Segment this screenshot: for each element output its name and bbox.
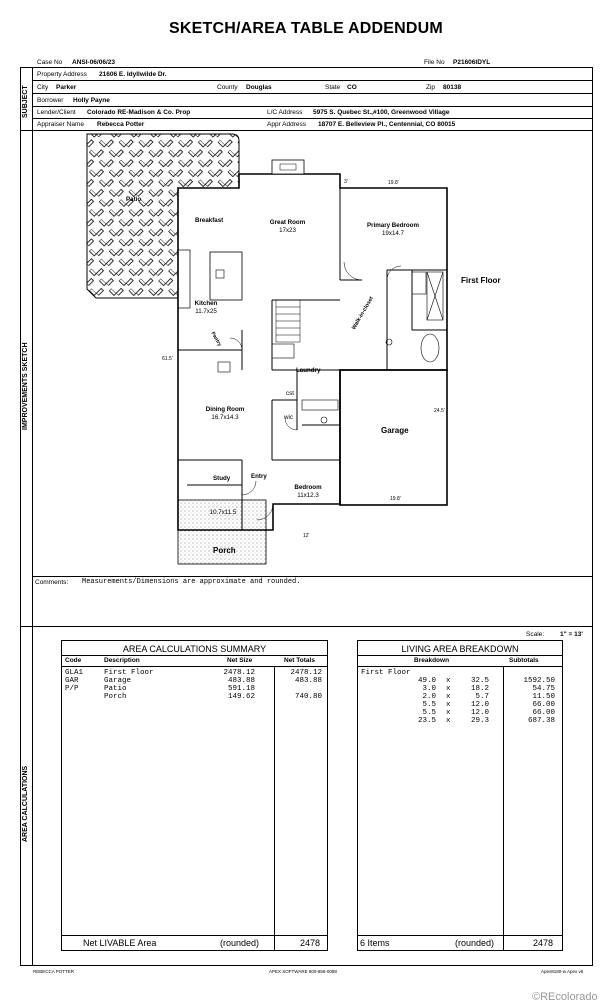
breakdown-title-line — [357, 655, 563, 656]
summary-net-size: 149.62 — [227, 693, 255, 701]
zip-value: 80138 — [443, 84, 462, 91]
watermark: ©REcolorado — [532, 991, 598, 1003]
subject-row-line-3 — [32, 106, 593, 107]
appr-address-value: 18707 E. Belleview Pl., Centennial, CO 80015 — [318, 121, 456, 128]
comments-bottom-line — [20, 626, 593, 627]
dim-3: 3' — [344, 179, 348, 185]
breakdown-rows — [361, 677, 561, 725]
great-room-label: Great Room — [269, 219, 306, 226]
appr-address-label: Appr Address — [267, 121, 307, 128]
room-garage: Garage — [381, 426, 409, 435]
breakdown-sub: 1592.50 — [523, 677, 555, 685]
door-swings — [230, 262, 401, 520]
room-great-room — [265, 219, 310, 235]
table-row — [361, 693, 561, 701]
footer-left: REBECCA POTTER — [33, 969, 75, 974]
scale-label: Scale: — [526, 631, 545, 638]
breakdown-b: 32.5 — [470, 677, 489, 685]
room-pantry: Pantry — [209, 330, 223, 348]
breakdown-b: 29.3 — [470, 717, 489, 725]
table-row — [65, 693, 325, 701]
summary-footer-label: Net LIVABLE Area — [83, 938, 157, 948]
summary-footer-line — [61, 935, 328, 936]
dim-24-5: 24.5' — [434, 408, 445, 414]
summary-title-line — [61, 655, 328, 656]
zip-label: Zip — [426, 84, 436, 91]
breakdown-a: 2.0 — [422, 693, 436, 701]
breakdown-footer-items: 6 Items — [360, 938, 390, 948]
breakdown-x: x — [446, 677, 451, 685]
state-label: State — [325, 84, 341, 91]
summary-net-total: 740.80 — [294, 693, 322, 701]
breakdown-sub: 66.00 — [532, 709, 555, 717]
comments-label: Comments: — [35, 579, 69, 586]
breakdown-sub: 54.75 — [532, 685, 555, 693]
breakdown-footer-line — [357, 935, 563, 936]
summary-col-net-size: Net Size — [227, 657, 253, 664]
summary-footer-value: 2478 — [300, 938, 321, 948]
subject-row-line-2 — [32, 93, 593, 94]
breakdown-b: 18.2 — [470, 685, 489, 693]
table-row — [65, 685, 325, 693]
breakdown-x: x — [446, 685, 451, 693]
breakdown-x: x — [446, 693, 451, 701]
table-row — [361, 685, 561, 693]
dim-19-8-top: 19.8' — [388, 180, 399, 186]
kitchen-dim: 11.7x25 — [195, 308, 217, 316]
room-kitchen — [191, 300, 221, 316]
summary-net-total: 483.88 — [294, 677, 322, 685]
lender-label: Lender/Client — [37, 109, 76, 116]
breakdown-sub: 687.38 — [527, 717, 555, 725]
primary-bedroom-dim: 19x14.7 — [381, 230, 405, 238]
room-study: Study — [213, 475, 231, 482]
summary-net-size: 591.18 — [227, 685, 255, 693]
footer-right: Apex8180-w Apex v5 — [541, 969, 584, 974]
bath-fixtures — [218, 272, 443, 423]
kitchen-counter — [178, 250, 190, 308]
county-value: Douglas — [246, 84, 272, 91]
comments-top-line — [32, 576, 593, 577]
bedroom-dim: 11x12.3 — [297, 492, 319, 500]
summary-description: First Floor — [104, 669, 154, 677]
state-value: CO — [347, 84, 357, 91]
breakdown-group: First Floor — [361, 669, 411, 677]
summary-net-size: 2478.12 — [223, 669, 255, 677]
summary-header-line — [61, 666, 328, 667]
floor-plan-sketch — [32, 130, 593, 576]
room-porch: Porch — [213, 546, 236, 555]
breakdown-b: 5.7 — [475, 693, 489, 701]
table-row — [361, 677, 561, 685]
room-dining — [201, 406, 249, 422]
property-address-value: 21606 E. Idyllwilde Dr. — [99, 71, 167, 78]
room-walk-in-closet: Walk-in-closet — [351, 295, 375, 331]
comments-text: Measurements/Dimensions are approximate and rounded. — [82, 578, 301, 586]
breakdown-footer-value: 2478 — [533, 938, 554, 948]
subject-row-line-4 — [32, 118, 593, 119]
breakdown-a: 49.0 — [417, 677, 436, 685]
file-no-value: P21606IDYL — [453, 59, 491, 66]
appraiser-label: Appraiser Name — [37, 121, 84, 128]
summary-code: GLA1 — [65, 669, 84, 677]
table-row — [65, 669, 325, 677]
summary-net-total: 2478.12 — [290, 669, 322, 677]
summary-footer-rounded: (rounded) — [220, 938, 260, 948]
case-no-label: Case No — [37, 59, 63, 66]
footer-center: APEX SOFTWARE 800-856-0088 — [269, 969, 337, 974]
lc-address-label: L/C Address — [267, 109, 303, 116]
scale-value: 1" = 13' — [560, 631, 583, 638]
summary-code: GAR — [65, 677, 79, 685]
summary-description: Garage — [104, 677, 132, 685]
summary-col-divider — [274, 666, 275, 951]
breakdown-b: 12.0 — [470, 701, 489, 709]
room-entry: Entry — [251, 473, 267, 480]
case-no-value: ANSI-06/06/23 — [72, 59, 115, 66]
breakdown-sub: 66.00 — [532, 701, 555, 709]
summary-description: Patio — [104, 685, 127, 693]
page-title: SKETCH/AREA TABLE ADDENDUM — [169, 20, 443, 37]
fireplace — [272, 160, 304, 174]
lc-address-value: 5975 S. Quebec St.,#100, Greenwood Village — [313, 109, 450, 116]
lender-value: Colorado RE-Madison & Co. Prop — [87, 109, 191, 116]
city-value: Parker — [56, 84, 77, 91]
summary-net-size: 483.88 — [227, 677, 255, 685]
room-laundry: Laundry — [296, 367, 321, 374]
subject-section-label: SUBJECT — [22, 85, 29, 118]
stairs — [276, 300, 300, 342]
table-row — [65, 677, 325, 685]
summary-col-code: Code — [65, 657, 82, 664]
breakdown-title: LIVING AREA BREAKDOWN — [401, 644, 519, 654]
great-room-dim: 17x23 — [279, 227, 296, 235]
primary-bedroom-label: Primary Bedroom — [367, 222, 419, 229]
breakdown-a: 3.0 — [422, 685, 436, 693]
sketch-section-label: IMPROVEMENTS SKETCH — [22, 342, 29, 430]
breakdown-a: 23.5 — [417, 717, 436, 725]
summary-description: Porch — [104, 693, 127, 701]
breakdown-col-subtotals: Subtotals — [509, 657, 539, 664]
breakdown-x: x — [446, 717, 451, 725]
file-no-label: File No — [424, 59, 445, 66]
room-bedroom — [291, 484, 325, 500]
room-breakfast: Breakfast — [195, 217, 224, 224]
breakdown-x: x — [446, 709, 451, 717]
garage-outline — [340, 370, 447, 505]
room-cst: cst — [286, 390, 294, 397]
breakdown-sub: 11.50 — [532, 693, 555, 701]
dim-12: 12' — [303, 533, 310, 539]
summary-col-description: Description — [104, 657, 140, 664]
summary-rows — [65, 669, 325, 701]
dining-room-dim: 16.7x14.3 — [211, 414, 239, 422]
table-row — [361, 717, 561, 725]
room-patio: Patio — [126, 196, 142, 203]
summary-col-net-totals: Net Totals — [284, 657, 315, 664]
breakdown-a: 5.5 — [422, 709, 436, 717]
county-label: County — [217, 84, 238, 91]
summary-code: P/P — [65, 685, 79, 693]
breakdown-col-breakdown: Breakdown — [414, 657, 450, 664]
room-study-dim: 10.7x11.5 — [209, 509, 237, 516]
breakdown-a: 5.5 — [422, 701, 436, 709]
table-row — [361, 701, 561, 709]
appraiser-value: Rebecca Potter — [97, 121, 145, 128]
dining-room-label: Dining Room — [205, 406, 245, 413]
subject-row-line-1 — [32, 80, 593, 81]
area-calc-section-label: AREA CALCULATIONS — [22, 765, 29, 842]
borrower-label: Borrower — [37, 97, 64, 104]
borrower-value: Holly Payne — [73, 97, 110, 104]
summary-title: AREA CALCULATIONS SUMMARY — [122, 644, 267, 654]
property-address-label: Property Address — [37, 71, 87, 78]
bedroom-label: Bedroom — [294, 484, 322, 491]
kitchen-island — [210, 252, 242, 300]
breakdown-footer-rounded: (rounded) — [455, 938, 495, 948]
room-wic: wic — [284, 414, 293, 421]
kitchen-label: Kitchen — [194, 300, 218, 307]
table-row — [361, 709, 561, 717]
floor-label: First Floor — [461, 276, 501, 285]
room-primary-bedroom — [362, 222, 424, 238]
city-label: City — [37, 84, 49, 91]
breakdown-b: 12.0 — [470, 709, 489, 717]
dim-19-8-bottom: 19.8' — [390, 496, 401, 502]
dim-61-5: 61.5' — [162, 356, 173, 362]
breakdown-header-line — [357, 666, 563, 667]
breakdown-x: x — [446, 701, 451, 709]
